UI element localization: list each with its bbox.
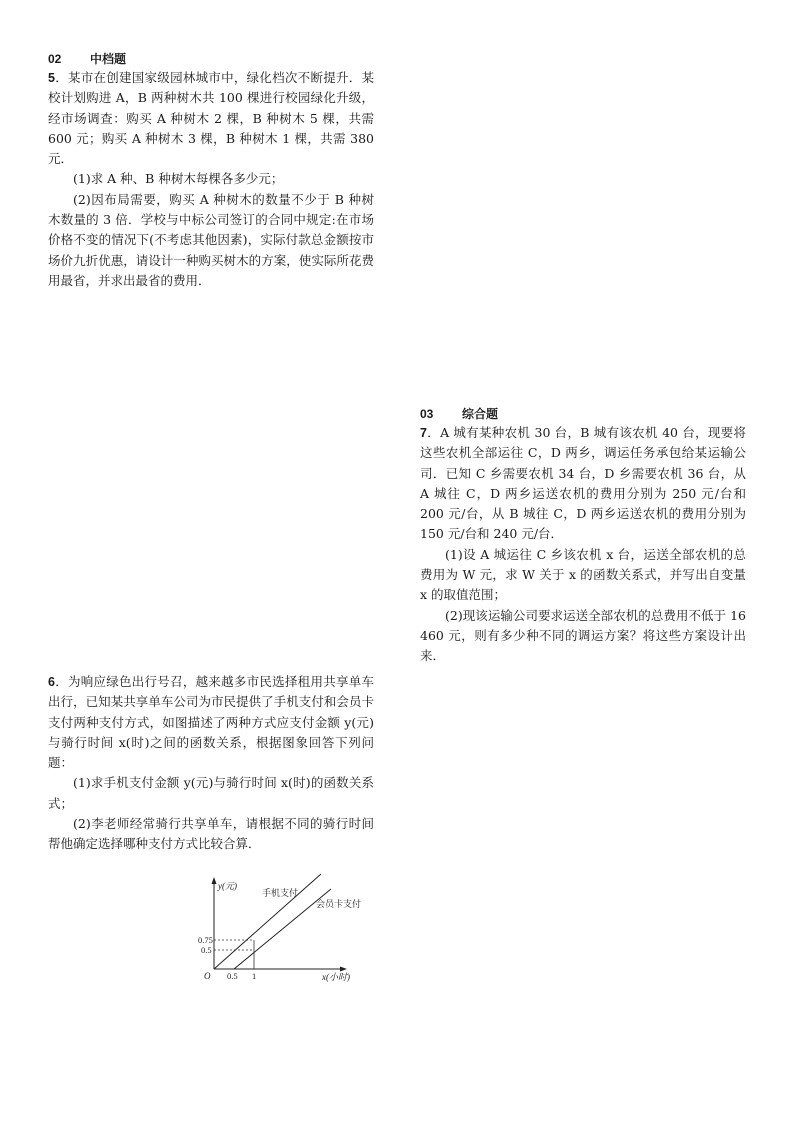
x-tick-label: 0.5 xyxy=(227,971,238,981)
problem-text: ．A 城有某种农机 30 台，B 城有该农机 40 台，现要将这些农机全部运往 C，D 两乡，调运任务承包给某运输公司．已知 C 乡需要农机 34 台，D 乡需要农机 36 台，从 A 城往 C，D 两乡运送农机的费用分别为 250 元/台和 200 元/台，从 B 城往 C，D 两乡运送农机的费用分别为 150 元/台和 240 元/台． xyxy=(420,425,746,542)
section-heading-comprehensive xyxy=(420,405,498,422)
sub-question-1: (1)求 A 种、B 种树木每棵各多少元； xyxy=(73,171,284,187)
function-graph-figure xyxy=(196,872,376,987)
problem-7 xyxy=(420,423,746,667)
sub-question-2: (2)现该运输公司要求运送全部农机的总费用不低于 16 460 元，则有多少种不同的调运方案？将这些方案设计出来． xyxy=(420,607,746,664)
sub-question-2: (2)因布局需要，购买 A 种树木的数量不少于 B 种树木数量的 3 倍．学校与中标公司签订的合同中规定:在市场价格不变的情况下(不考虑其他因素)，实际付款总金额按市场价九折优惠，请设计一种购买树木的方案，使实际所花费用最省，并求出最省的费用． xyxy=(48,191,374,288)
member-card-payment-label: 会员卡支付 xyxy=(316,899,362,909)
problem-stem xyxy=(48,672,374,773)
problem-number: 5 xyxy=(48,71,55,85)
x-axis-arrow-icon xyxy=(340,967,347,972)
y-tick-label: 0.5 xyxy=(201,945,212,955)
phone-payment-label: 手机支付 xyxy=(262,888,299,898)
problem-stem xyxy=(420,423,746,545)
problem-6 xyxy=(48,672,374,855)
x-axis-label: x(小时) xyxy=(322,972,350,982)
y-axis-label: y(元) xyxy=(218,881,237,891)
y-tick-label: 0.75 xyxy=(198,935,213,945)
sub-question-1: (1)设 A 城运往 C 乡该农机 x 台，运送全部农机的总费用为 W 元，求 W 关于 x 的函数关系式，并写出自变量 x 的取值范围； xyxy=(420,546,746,603)
sub-question-1: (1)求手机支付金额 y(元)与骑行时间 x(时)的函数关系式； xyxy=(48,775,374,811)
origin-label: O xyxy=(204,971,211,981)
x-tick-label: 1 xyxy=(252,971,257,981)
section-number: 03 xyxy=(420,407,434,421)
problem-number: 6 xyxy=(48,675,55,689)
problem-5 xyxy=(48,68,374,291)
problem-text: ．为响应绿色出行号召，越来越多市民选择租用共享单车出行，已知某共享单车公司为市民提供了手机支付和会员卡支付两种支付方式，如图描述了两种方式应支付金额 y(元)与骑行时间 x(时)之间的函数关系，根据图象回答下列问题： xyxy=(48,674,374,771)
section-title: 中档题 xyxy=(90,52,127,66)
problem-stem xyxy=(48,68,374,169)
problem-number: 7 xyxy=(420,426,427,440)
section-number: 02 xyxy=(48,52,62,66)
section-title: 综合题 xyxy=(462,407,499,421)
y-axis-arrow-icon xyxy=(212,877,217,884)
problem-text: ．某市在创建国家级园林城市中，绿化档次不断提升．某校计划购进 A，B 两种树木共 100 棵进行校园绿化升级，经市场调查：购买 A 种树木 2 棵，B 种树木 5 棵，共需 600 元；购买 A 种树木 3 棵，B 种树木 1 棵，共需 380 元． xyxy=(48,70,374,167)
sub-question-2: (2)李老师经常骑行共享单车，请根据不同的骑行时间帮他确定选择哪种支付方式比较合算． xyxy=(48,816,374,852)
section-heading-mid xyxy=(48,50,126,67)
